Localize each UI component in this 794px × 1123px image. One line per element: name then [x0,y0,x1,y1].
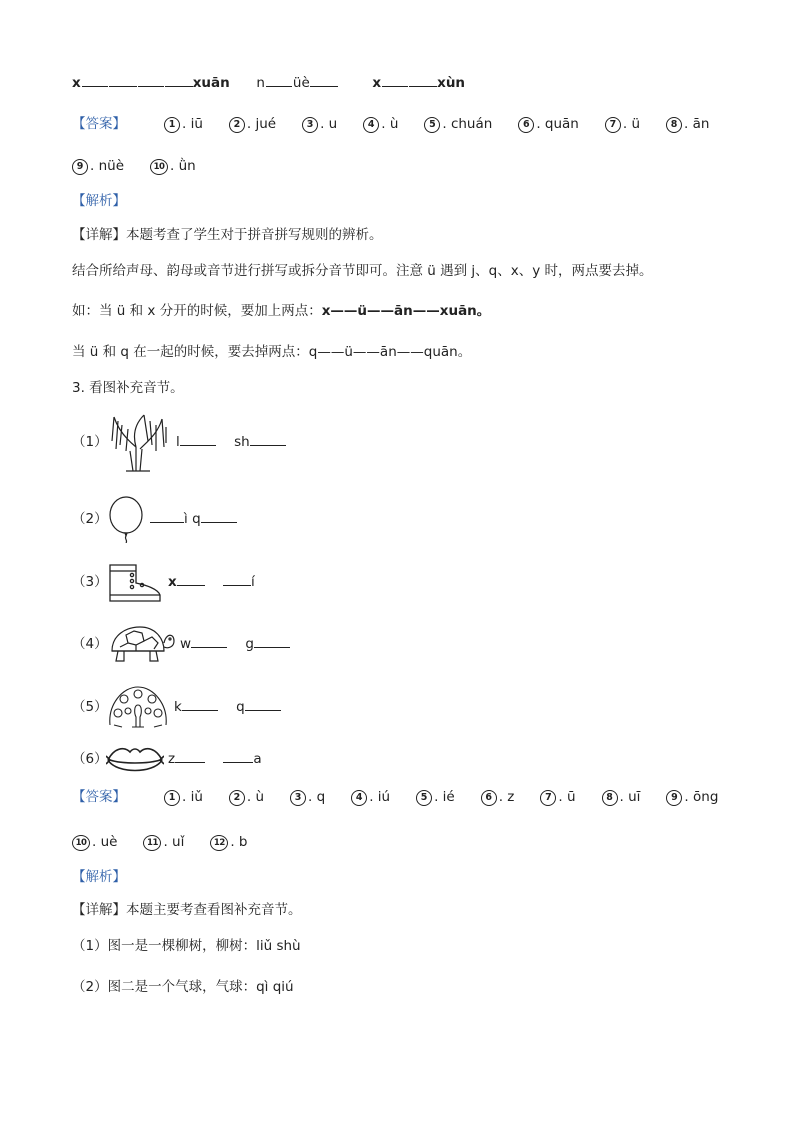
blank-2[interactable] [165,74,193,87]
item-4-blank-1[interactable] [191,635,227,648]
item-number: （2） [72,511,108,527]
answer-text: . z [498,789,515,805]
answer-text: . quān [536,116,579,132]
circled-number: 11 [143,835,161,851]
circled-number: 4 [363,117,379,133]
item-1-blank-1[interactable] [180,433,216,446]
q2-answer-1 [164,115,203,133]
item-1-initial-2: sh [234,434,250,450]
answer-text: . nüè [90,158,125,174]
item-2-blank-1[interactable] [150,510,184,523]
circled-number: 2 [229,117,245,133]
item-5-initial: k [174,699,182,715]
item-number: （5） [72,699,108,715]
detail-label: 【详解】 [72,227,126,243]
q3-answer-8 [602,788,641,806]
item-5-blank-1[interactable] [182,698,218,711]
circled-number: 4 [351,790,367,806]
q2-detail [72,226,383,244]
q3-answer-5 [416,788,455,806]
item-4-initial: w [180,636,192,652]
analysis-label: 【解析】 [72,193,126,209]
balloon-icon [106,495,146,543]
answer-text: . uī [619,789,641,805]
answer-text: . iǔ [182,789,203,805]
q2-p2-text: 如：当 ü 和 x 分开的时候，要加上两点： [72,303,322,319]
answer-text: . ü [622,116,641,132]
item-number: （3） [72,574,108,590]
q2-detail-text: 本题考查了学生对于拼音拼写规则的辨析。 [126,227,383,243]
item-5-initial-2: q [236,699,245,715]
q3-detail-1: （1）图一是一棵柳树，柳树：liǔ shù [72,938,301,954]
q2-p3-example: q——ü——ān——quān。 [308,344,472,360]
item-6-blank-1[interactable] [175,750,205,763]
answer-text: . q [308,789,326,805]
q2-answer-4 [363,115,398,133]
q3-item-6 [72,740,262,778]
blank-1[interactable] [109,74,137,87]
initial-x-2: x [372,75,382,91]
circled-number: 5 [424,117,440,133]
q3-answer-7 [540,788,575,806]
circled-number: 6 [518,117,534,133]
q2-answer-6 [518,115,579,133]
q2-paragraph-3 [72,343,471,361]
q3-answer-1 [164,788,203,806]
item-3-final: í [251,574,255,590]
q2-answer-8 [666,115,709,133]
answer-text: . jué [246,116,277,132]
circled-number: 9 [666,790,682,806]
q3-item-2 [72,494,237,544]
circled-number: 10 [72,835,90,851]
q3-answer-9 [666,788,718,806]
circled-number: 8 [666,117,682,133]
blank-4[interactable] [409,74,437,87]
circled-number: 12 [210,835,228,851]
circled-number: 2 [229,790,245,806]
q2-answer-7 [605,115,640,133]
circled-number: 10 [150,159,168,175]
circled-number: 9 [72,159,88,175]
item-1-blank-2[interactable] [250,433,286,446]
answer-text: . u [320,116,338,132]
q3-item-5 [72,682,281,732]
q3-detail-text: 本题主要考查看图补充音节。 [126,902,302,918]
q3-item-1 [72,410,286,474]
answer-text: . ān [684,116,710,132]
willow-tree-icon [106,411,172,473]
circled-number: 8 [602,790,618,806]
item-2-final: ì [184,511,188,527]
fill-line-1 [72,74,465,92]
q3-answer-12 [210,833,247,851]
q2-p3-text: 当 ü 和 q 在一起的时候，要去掉两点： [72,344,309,360]
q2-paragraph-1: 结合所给声母、韵母或音节进行拼写或拆分音节即可。注意 ü 遇到 j、q、x、y 时，两点要去掉。 [72,263,653,279]
answer-text: . b [230,834,248,850]
q3-item-4 [72,620,290,668]
final-ue: üè [292,75,310,91]
q2-answer-9 [72,157,124,175]
circled-number: 7 [605,117,621,133]
q3-answer-10 [72,833,117,851]
q2-answer-5 [424,115,492,133]
answer-text: . ū [558,789,576,805]
q2-answer-row-2 [72,157,222,175]
circled-number: 7 [540,790,556,806]
item-2-initial: q [192,511,201,527]
q3-detail-2: （2）图二是一个气球，气球：qì qiú [72,979,294,995]
q3-detail [72,901,302,919]
q2-paragraph-2 [72,302,490,320]
syllable-xun: xùn [437,75,466,91]
q3-answer-row-1 [72,788,744,806]
blank-3[interactable] [310,74,338,87]
circled-number: 5 [416,790,432,806]
item-4-blank-2[interactable] [254,635,290,648]
answer-text: . chuán [442,116,493,132]
circled-number: 6 [481,790,497,806]
detail-label-2: 【详解】 [72,902,126,918]
q2-answer-10 [150,157,196,175]
q2-answer-2 [229,115,276,133]
q2-answer-3 [302,115,337,133]
item-6-final: a [253,751,262,767]
item-number: （4） [72,636,108,652]
analysis-label-2: 【解析】 [72,869,126,885]
item-3-blank-1[interactable] [177,573,205,586]
item-5-blank-2[interactable] [245,698,281,711]
item-2-blank-2[interactable] [201,510,237,523]
turtle-icon [106,621,176,667]
answer-text: . ù [246,789,265,805]
answer-label: 【答案】 [72,116,126,132]
item-6-initial: z [168,751,176,767]
item-3-blank-2[interactable] [223,573,251,586]
circled-number: 3 [290,790,306,806]
answer-text: . iú [369,789,391,805]
initial-x: x [72,75,81,91]
initial-n: n [256,75,265,91]
circled-number: 1 [164,790,180,806]
q3-title: 3. 看图补充音节。 [72,380,184,396]
lips-icon [106,742,164,776]
item-6-blank-2[interactable] [223,750,253,763]
item-number: （1） [72,434,108,450]
q3-item-3 [72,558,255,606]
answer-text: . uè [92,834,118,850]
q2-answer-row-1 [72,115,735,133]
q2-p2-example: x——ü——ān——xuān。 [321,303,491,319]
answer-text: . ǜn [170,158,196,174]
item-3-initial: x [168,574,177,590]
q3-answer-3 [290,788,325,806]
circled-number: 1 [164,117,180,133]
shoe-icon [106,559,164,605]
answer-text: . ié [434,789,455,805]
circled-number: 3 [302,117,318,133]
q3-answer-11 [143,833,184,851]
answer-text: . ù [381,116,399,132]
peacock-icon [106,683,170,731]
q3-answer-2 [229,788,264,806]
answer-text: . ōng [684,789,719,805]
answer-text: . iū [182,116,203,132]
answer-text: . uǐ [163,834,185,850]
item-1-initial: l [176,434,180,450]
item-4-initial-2: g [245,636,254,652]
q3-answer-row-2 [72,833,274,851]
item-number: （6） [72,751,108,767]
q3-answer-4 [351,788,390,806]
q3-answer-6 [481,788,515,806]
syllable-xuan: xuān [192,75,230,91]
answer-label-2: 【答案】 [72,789,126,805]
